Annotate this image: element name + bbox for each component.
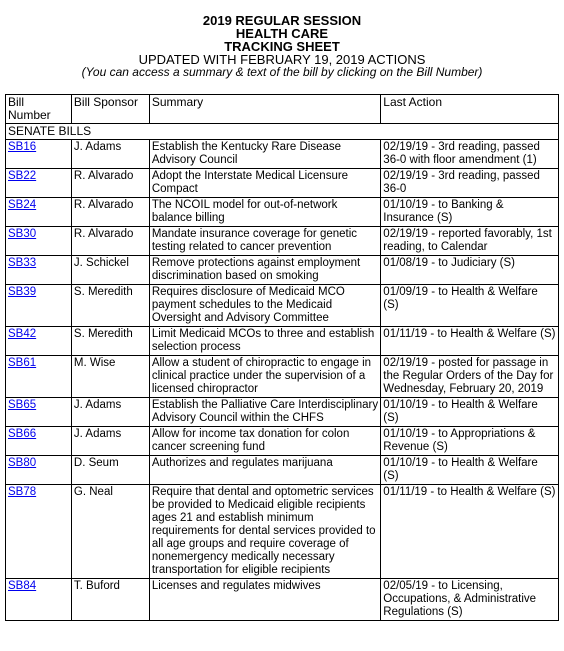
bill-number-link[interactable]: SB39 xyxy=(8,286,37,298)
section-title: SENATE BILLS xyxy=(6,124,559,140)
header-bill-sponsor: Bill Sponsor xyxy=(71,95,149,124)
bill-number-cell xyxy=(6,227,72,256)
bill-number-cell xyxy=(6,327,72,356)
bill-sponsor: J. Schickel xyxy=(71,256,149,285)
table-row xyxy=(6,427,559,456)
header-bill-number: Bill Number xyxy=(6,95,72,124)
bill-number-link[interactable]: SB80 xyxy=(8,457,37,469)
bill-number-cell xyxy=(6,198,72,227)
bill-number-cell xyxy=(6,285,72,327)
bill-number-link[interactable]: SB30 xyxy=(8,228,37,240)
table-row xyxy=(6,227,559,256)
bill-last-action: 01/11/19 - to Health & Welfare (S) xyxy=(381,485,559,579)
bill-last-action: 01/09/19 - to Health & Welfare (S) xyxy=(381,285,559,327)
bill-summary: Mandate insurance coverage for genetic testing related to cancer prevention xyxy=(149,227,380,256)
table-row xyxy=(6,327,559,356)
sheet-title: TRACKING SHEET xyxy=(224,39,340,54)
bill-last-action: 02/19/19 - reported favorably, 1st reading, to Calendar xyxy=(381,227,559,256)
table-row xyxy=(6,485,559,579)
tracking-table xyxy=(5,94,559,621)
bill-last-action: 02/19/19 - 3rd reading, passed 36-0 xyxy=(381,169,559,198)
bill-sponsor: J. Adams xyxy=(71,398,149,427)
bill-number-link[interactable]: SB66 xyxy=(8,428,37,440)
updated-line: UPDATED WITH FEBRUARY 19, 2019 ACTIONS xyxy=(138,52,426,67)
table-row xyxy=(6,579,559,621)
bill-number-link[interactable]: SB65 xyxy=(8,399,37,411)
table-row xyxy=(6,198,559,227)
table-row xyxy=(6,256,559,285)
bill-number-cell xyxy=(6,256,72,285)
bill-summary: Adopt the Interstate Medical Licensure Compact xyxy=(149,169,380,198)
bill-last-action: 02/19/19 - 3rd reading, passed 36-0 with floor amendment (1) xyxy=(381,140,559,169)
bill-last-action: 01/08/19 - to Judiciary (S) xyxy=(381,256,559,285)
bill-last-action: 01/10/19 - to Appropriations & Revenue (S) xyxy=(381,427,559,456)
bill-summary: Requires disclosure of Medicaid MCO payment schedules to the Medicaid Oversight and Advisory Committee xyxy=(149,285,380,327)
session-title: 2019 REGULAR SESSION xyxy=(202,13,362,28)
bill-sponsor: J. Adams xyxy=(71,427,149,456)
table-row xyxy=(6,285,559,327)
bill-summary: Allow a student of chiropractic to engage in clinical practice under the supervision of a licensed chiropractor xyxy=(149,356,380,398)
bill-number-link[interactable]: SB61 xyxy=(8,357,37,369)
bill-sponsor: D. Seum xyxy=(71,456,149,485)
bill-last-action: 02/05/19 - to Licensing, Occupations, & Administrative Regulations (S) xyxy=(381,579,559,621)
bill-last-action: 01/10/19 - to Banking & Insurance (S) xyxy=(381,198,559,227)
bill-number-cell xyxy=(6,398,72,427)
bill-sponsor: J. Adams xyxy=(71,140,149,169)
bill-number-link[interactable]: SB78 xyxy=(8,486,37,498)
bill-number-link[interactable]: SB42 xyxy=(8,328,37,340)
header-last-action: Last Action xyxy=(381,95,559,124)
bill-number-cell xyxy=(6,456,72,485)
bill-number-cell xyxy=(6,485,72,579)
bill-sponsor: R. Alvarado xyxy=(71,198,149,227)
bill-sponsor: R. Alvarado xyxy=(71,169,149,198)
bill-number-link[interactable]: SB16 xyxy=(8,141,37,153)
table-row xyxy=(6,356,559,398)
bill-number-link[interactable]: SB24 xyxy=(8,199,37,211)
bill-number-cell xyxy=(6,427,72,456)
bill-summary: Limit Medicaid MCOs to three and establish selection process xyxy=(149,327,380,356)
bill-number-link[interactable]: SB22 xyxy=(8,170,37,182)
section-row xyxy=(6,124,559,140)
bill-summary: Remove protections against employment discrimination based on smoking xyxy=(149,256,380,285)
bill-number-cell xyxy=(6,356,72,398)
bill-sponsor: S. Meredith xyxy=(71,327,149,356)
bill-summary: Establish the Kentucky Rare Disease Advisory Council xyxy=(149,140,380,169)
bill-number-cell xyxy=(6,579,72,621)
bill-sponsor: R. Alvarado xyxy=(71,227,149,256)
bill-number-cell xyxy=(6,169,72,198)
bill-summary: The NCOIL model for out-of-network balance billing xyxy=(149,198,380,227)
bill-number-link[interactable]: SB33 xyxy=(8,257,37,269)
table-row xyxy=(6,140,559,169)
bill-summary: Licenses and regulates midwives xyxy=(149,579,380,621)
bill-sponsor: S. Meredith xyxy=(71,285,149,327)
bill-sponsor: G. Neal xyxy=(71,485,149,579)
bill-sponsor: T. Buford xyxy=(71,579,149,621)
table-row xyxy=(6,398,559,427)
bill-summary: Allow for income tax donation for colon cancer screening fund xyxy=(149,427,380,456)
access-note: (You can access a summary & text of the bill by clicking on the Bill Number) xyxy=(81,65,483,79)
topic-title: HEALTH CARE xyxy=(235,26,329,41)
bill-last-action: 01/10/19 - to Health & Welfare (S) xyxy=(381,398,559,427)
document-header xyxy=(0,0,564,79)
bill-last-action: 01/11/19 - to Health & Welfare (S) xyxy=(381,327,559,356)
bill-sponsor: M. Wise xyxy=(71,356,149,398)
bill-number-link[interactable]: SB84 xyxy=(8,580,37,592)
bill-summary: Establish the Palliative Care Interdisciplinary Advisory Council within the CHFS xyxy=(149,398,380,427)
bill-last-action: 01/10/19 - to Health & Welfare (S) xyxy=(381,456,559,485)
bill-summary: Authorizes and regulates marijuana xyxy=(149,456,380,485)
bill-number-cell xyxy=(6,140,72,169)
table-row xyxy=(6,169,559,198)
bill-summary: Require that dental and optometric services be provided to Medicaid eligible recipients ages 21 and establish minimum requirements for dental services provided to all age groups and require coverage of nonemergency medically necessary transportation for eligible recipients xyxy=(149,485,380,579)
header-summary: Summary xyxy=(149,95,380,124)
table-row xyxy=(6,456,559,485)
bill-last-action: 02/19/19 - posted for passage in the Regular Orders of the Day for Wednesday, February 20, 2019 xyxy=(381,356,559,398)
table-header-row xyxy=(6,95,559,124)
